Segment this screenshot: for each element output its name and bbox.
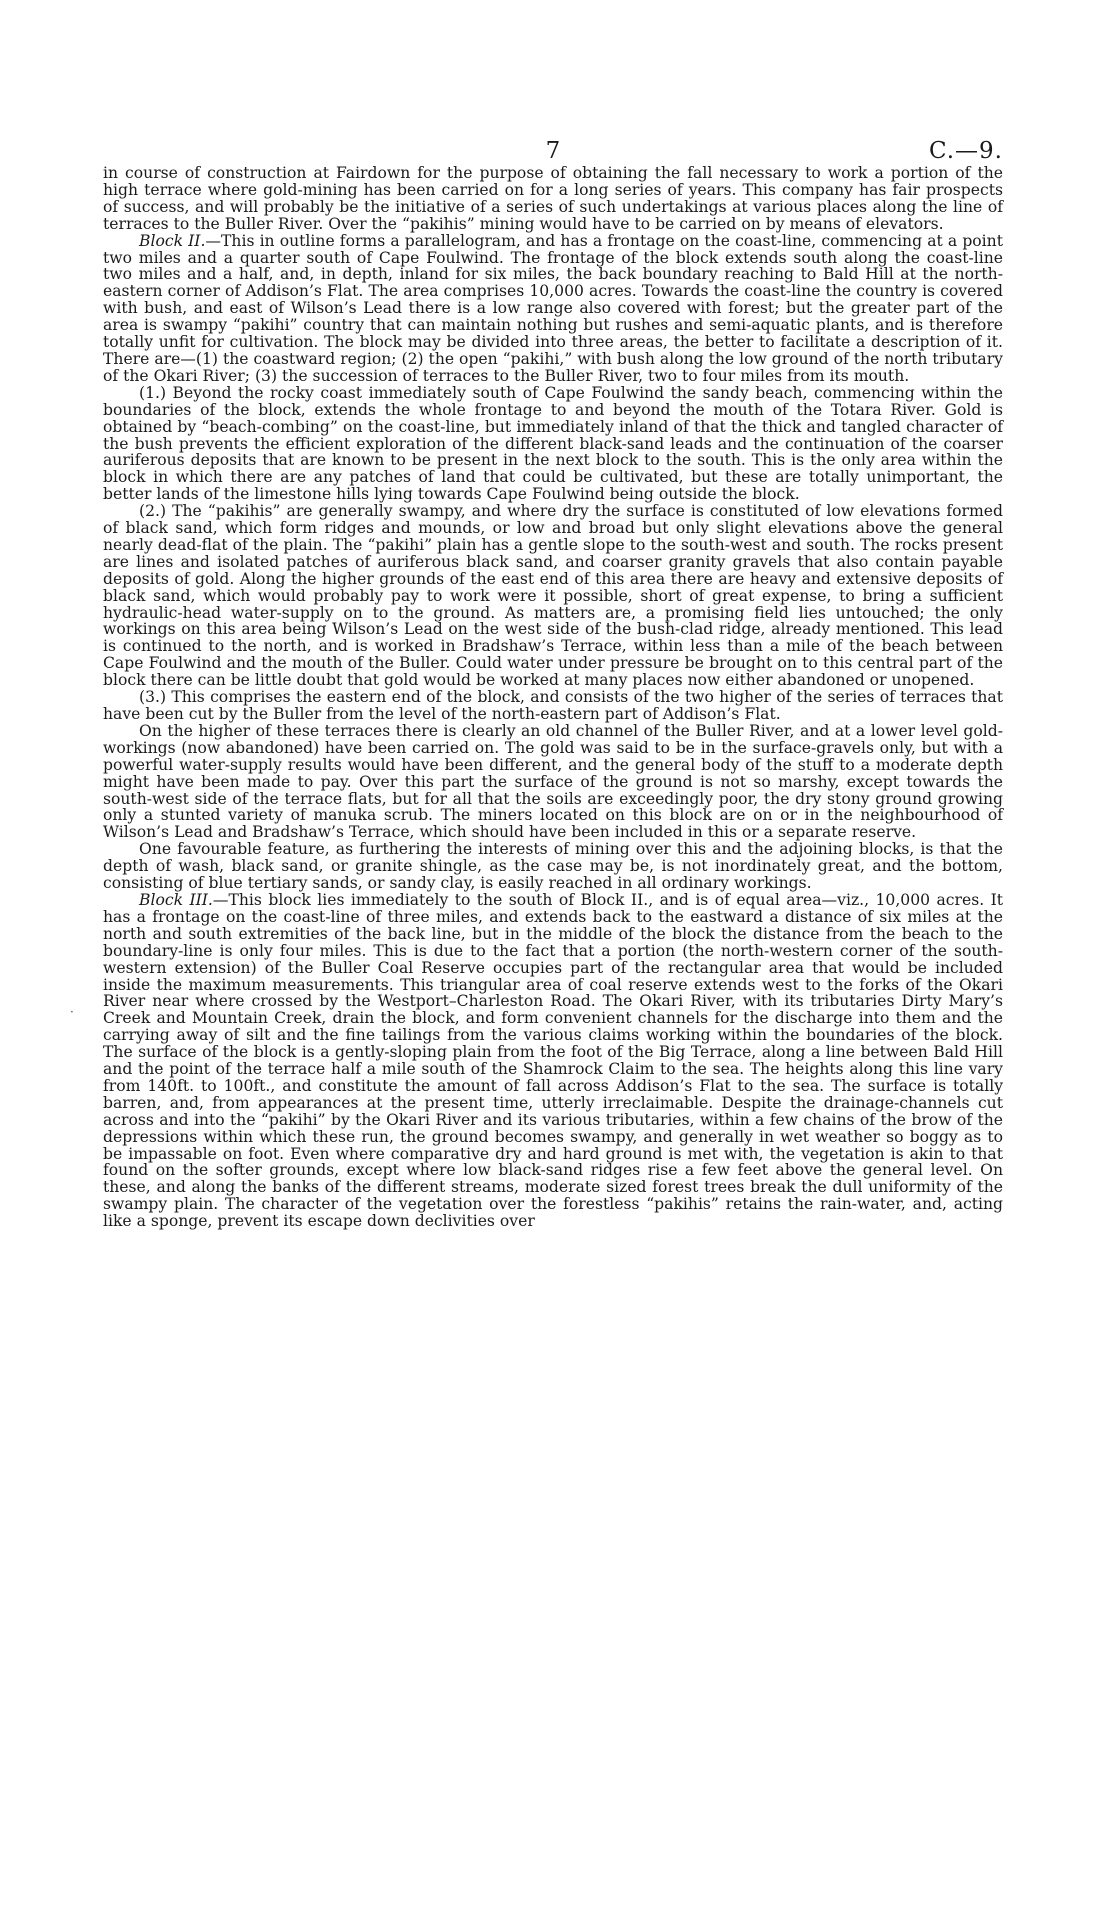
section-heading-block-2: Block II. [139,231,206,250]
paragraph-text: (3.) This comprises the eastern end of the block, and consists of the two higher of the series of terraces that have been cut by the Buller from the level of the north-eastern part of Addison’s Flat. [103,688,1003,723]
paragraph-favourable-feature [103,841,1003,892]
paragraph-block-3 [103,892,1003,1230]
document-page [103,0,1003,1230]
paragraph-block-2 [103,233,1003,385]
paragraph-text: (2.) The “pakihis” are generally swampy, and where dry the surface is constituted of low elevations formed of black sand, which form ridges and mounds, or low and broad but only slight elevations above the general nearly dead-flat of the plain. The “pakihi” plain has a gentle slope to the south-west and south. The rocks present are lines and isolated patches of auriferous black sand, and coarser granity gravels that also contain payable deposits of gold. Along the higher grounds of the east end of this area there are heavy and extensive deposits of black sand, which would probably pay to work were it possible, short of great expense, to bring a sufficient hydraulic-head water-supply on to the ground. As matters are, a promising field lies untouched; the only workings on this area being Wilson’s Lead on the west side of the bush-clad ridge, already mentioned. This lead is continued to the north, and is worked in Bradshaw’s Terrace, within less than a mile of the beach between Cape Foulwind and the mouth of the Buller. Could water under pressure be brought on to this central part of the block there can be little doubt that gold would be worked at many places now either abandoned or unopened. [103,502,1003,690]
document-reference: C.—9. [928,138,1003,164]
paragraph-text: —This block lies immediately to the south of Block II., and is of equal area—viz., 10,000 acres. It has a frontage on the coast-line of three miles, and extends back to the eastward a distance of six miles at the north and south extremities of the back line, but in the middle of the block the distance from the beach to the boundary-line is only four miles. This is due to the fact that a portion (the north-western corner of the south-western extension) of the Buller Coal Reserve occupies part of the rectangular area that would be included inside the maximum measurements. This triangular area of coal reserve extends west to the forks of the Okari River near where crossed by the Westport–Charleston Road. The Okari River, with its tributaries Dirty Mary’s Creek and Mountain Creek, drain the block, and form convenient channels for the discharge into them and the carrying away of silt and the fine tailings from the various claims working within the boundaries of the block. The surface of the block is a gently-sloping plain from the foot of the Big Terrace, along a line between Bald Hill and the point of the terrace half a mile south of the Shamrock Claim to the sea. The heights along this line vary from 140ft. to 100ft., and constitute the amount of fall across Addison’s Flat to the sea. The surface is totally barren, and, from appearances at the present time, utterly irreclaimable. Despite the drainage-channels cut across and into the “pakihi” by the Okari River and its various tributaries, within a few chains of the brow of the depressions within which these run, the ground becomes swampy, and generally in wet weather so boggy as to be impassable on foot. Even where comparative dry and hard ground is met with, the vegetation is akin to that found on the softer grounds, except where low black-sand ridges rise a few feet above the general level. On these, and along the banks of the different streams, moderate sized forest trees break the dull uniformity of the swampy plain. The character of the vegetation over the forestless “pakihis” retains the rain-water, and, acting like a sponge, prevent its escape down declivities over [103,890,1003,1231]
paragraph-text: (1.) Beyond the rocky coast immediately south of Cape Foulwind the sandy beach, commencing within the boundaries of the block, extends the whole frontage to and beyond the mouth of the Totara River. Gold is obtained by “beach-combing” on the coast-line, but immediately inland of that the thick and tangled character of the bush prevents the efficient exploration of the different black-sand leads and the continuation of the coarser auriferous deposits that are known to be present in the next block to the south. This is the only area within the block in which there are any patches of land that could be cultivated, but these are totally unimportant, the better lands of the limestone hills lying towards Cape Foulwind being outside the block. [103,383,1003,504]
page-number: 7 [545,138,561,164]
paragraph-text: —This in outline forms a parallelogram, and has a frontage on the coast-line, commencing at a point two miles and a quarter south of Cape Foulwind. The frontage of the block extends south along the coast-line two miles and a half, and, in depth, inland for six miles, the back boundary reaching to Bald Hill at the north-eastern corner of Addison’s Flat. The area comprises 10,000 acres. Towards the coast-line the country is covered with bush, and east of Wilson’s Lead there is a low range also covered with forest; but the greater part of the area is swampy “pakihi” country that can maintain nothing but rushes and semi-aquatic plants, and is therefore totally unfit for cultivation. The block may be divided into three areas, the better to facilitate a description of it. There are—(1) the coastward region; (2) the open “pakihi,” with bush along the low ground of the north tributary of the Okari River; (3) the succession of terraces to the Buller River, two to four miles from its mouth. [103,231,1003,385]
paragraph-text: in course of construction at Fairdown for the purpose of obtaining the fall necessary to work a portion of the high terrace where gold-mining has been carried on for a long series of years. This company has fair prospects of success, and will probably be the initiative of a series of such undertakings at various places along the line of terraces to the Buller River. Over the “pakihis” mining would have to be carried on by means of elevators. [103,164,1003,233]
paragraph-text: On the higher of these terraces there is clearly an old channel of the Buller River, and at a lower level gold-workings (now abandoned) have been carried on. The gold was said to be in the surface-gravels only, but with a powerful water-supply results would have been different, and the general body of the stuff to a moderate depth might have been made to pay. Over this part the surface of the ground is not so marshy, except towards the south-west side of the terrace flats, but for all that the soils are exceedingly poor, the dry stony ground growing only a stunted variety of manuka scrub. The miners located on this block are on or in the neighbourhood of Wilson’s Lead and Bradshaw’s Terrace, which should have been included in this or a separate reserve. [103,721,1003,842]
paragraph-block-2-part-2 [103,503,1003,689]
paragraph-text: One favourable feature, as furthering the interests of mining over this and the adjoining blocks, is that the depth of wash, black sand, or granite shingle, as the case may be, is not inordinately great, and the bottom, consisting of blue tertiary sands, or sandy clay, is easily reached in all ordinary workings. [103,840,1003,893]
section-heading-block-3: Block III. [139,890,213,909]
page-header [103,0,1003,165]
margin-mark: · [70,1005,74,1019]
body-text [103,165,1003,1230]
paragraph-continuation [103,165,1003,233]
paragraph-terraces [103,723,1003,841]
paragraph-block-2-part-1 [103,385,1003,503]
paragraph-block-2-part-3 [103,689,1003,723]
